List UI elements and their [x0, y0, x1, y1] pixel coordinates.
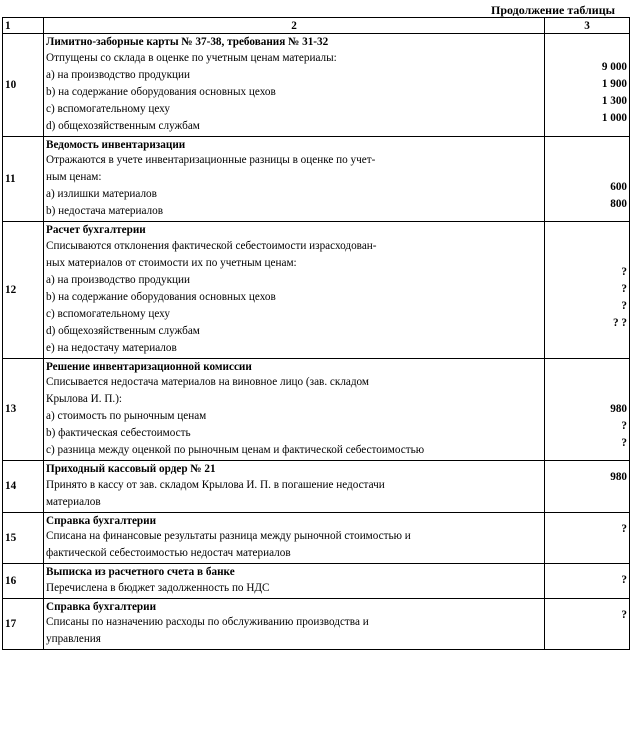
- amount-cell: [545, 136, 630, 222]
- amount-value: [547, 486, 627, 503]
- amount-value: [547, 42, 627, 59]
- operation-line: с) вспомогательному цеху: [46, 102, 170, 115]
- operation-line: b) недостача материалов: [46, 205, 164, 217]
- operation-line: а) на производство продукции: [46, 68, 190, 81]
- amount-value: ? ?: [613, 317, 627, 330]
- amount-cell: [545, 34, 630, 137]
- operation-line: е) на недостачу материалов: [46, 341, 177, 354]
- amount-value: [547, 384, 627, 401]
- amount-value: ?: [621, 419, 627, 432]
- operation-number: 16: [3, 564, 44, 599]
- amount-value: [547, 624, 627, 641]
- document-title: Справка бухгалтерии: [46, 514, 157, 527]
- operation-line: управления: [46, 633, 101, 645]
- document-title: Приходный кассовый ордер № 21: [46, 463, 216, 475]
- operation-number: 13: [3, 358, 44, 461]
- table-row: [3, 598, 630, 650]
- amount-value: [547, 332, 627, 349]
- table-header-row: [3, 18, 630, 34]
- operation-description: [44, 358, 545, 461]
- operation-line: а) на производство продукции: [46, 273, 190, 286]
- operation-line: ным ценам:: [46, 171, 102, 183]
- operation-number: 10: [3, 34, 44, 137]
- operation-line: с) вспомогательному цеху: [46, 307, 170, 320]
- operation-line: ных материалов от стоимости их по учетным ценам:: [46, 256, 297, 269]
- amount-value: [547, 162, 627, 179]
- operation-description: [44, 564, 545, 599]
- amount-value: ?: [621, 574, 627, 587]
- header-col-2: 2: [44, 18, 545, 34]
- header-col-3: 3: [545, 18, 630, 34]
- document-title: Ведомость инвентаризации: [46, 138, 186, 151]
- amount-cell: [545, 358, 630, 461]
- operation-line: b) на содержание оборудования основных цехов: [46, 85, 276, 98]
- amount-value: ?: [621, 436, 627, 449]
- operation-line: b) фактическая себестоимость: [46, 427, 191, 439]
- operation-description: [44, 461, 545, 513]
- operation-description: [44, 222, 545, 359]
- amount-cell: [545, 598, 630, 650]
- operation-description: [44, 34, 545, 137]
- operation-line: а) излишки материалов: [46, 188, 157, 200]
- amount-value: ?: [621, 608, 627, 621]
- amount-value: 9 000: [601, 61, 627, 74]
- document-title: Расчет бухгалтерии: [46, 224, 146, 236]
- table-row: [3, 461, 630, 513]
- operation-line: Перечислена в бюджет задолженность по НДС: [46, 581, 270, 594]
- operation-line: а) стоимость по рыночным ценам: [46, 410, 207, 422]
- amount-value: [547, 145, 627, 162]
- document-title: Справка бухгалтерии: [46, 600, 157, 613]
- amount-value: [547, 538, 627, 555]
- table-row: [3, 136, 630, 222]
- operation-number: 15: [3, 512, 44, 564]
- amount-value: 1 300: [601, 95, 627, 108]
- amount-value: 1 900: [601, 78, 627, 91]
- amount-value: 600: [610, 180, 627, 193]
- document-title: Лимитно-заборные карты № 37-38, требования № 31-32: [46, 36, 329, 48]
- operation-line: Списывается недостача материалов на виновное лицо (зав. складом: [46, 376, 370, 388]
- header-col-1: 1: [3, 18, 44, 34]
- operation-description: [44, 136, 545, 222]
- operation-description: [44, 512, 545, 564]
- table-row: [3, 564, 630, 599]
- amount-cell: [545, 512, 630, 564]
- amount-value: [547, 367, 627, 384]
- operation-line: Списываются отклонения фактической себестоимости израсходован-: [46, 239, 377, 252]
- operation-number: 12: [3, 222, 44, 359]
- operation-line: d) общехозяйственным службам: [46, 119, 200, 132]
- operation-line: Отпущены со склада в оценке по учетным ценам материалы:: [46, 51, 337, 64]
- amount-value: 980: [610, 402, 627, 415]
- amount-value: [547, 247, 627, 264]
- operation-line: Списаны по назначению расходы по обслуживанию производства и: [46, 616, 369, 628]
- operation-line: Списана на финансовые результаты разница между рыночной стоимостью и: [46, 530, 411, 542]
- ledger-table: [2, 17, 630, 650]
- amount-value: ?: [621, 522, 627, 535]
- amount-value: 980: [610, 471, 627, 484]
- operation-line: материалов: [46, 495, 101, 508]
- table-row: [3, 34, 630, 137]
- table-row: [3, 222, 630, 359]
- operation-number: 11: [3, 136, 44, 222]
- operation-line: b) на содержание оборудования основных цехов: [46, 290, 276, 303]
- operation-number: 17: [3, 598, 44, 650]
- amount-value: 800: [610, 197, 627, 210]
- document-title: Решение инвентаризационной комиссии: [46, 360, 252, 373]
- amount-cell: [545, 564, 630, 599]
- operation-line: d) общехозяйственным службам: [46, 324, 200, 337]
- table-continuation-caption: Продолжение таблицы: [465, 3, 615, 18]
- amount-value: ?: [621, 300, 627, 313]
- operation-line: фактической себестоимостью недостач материалов: [46, 547, 291, 559]
- amount-cell: [545, 461, 630, 513]
- amount-value: ?: [621, 283, 627, 296]
- amount-value: ?: [621, 266, 627, 279]
- operation-line: с) разница между оценкой по рыночным ценам и фактической себестоимостью: [46, 444, 425, 456]
- amount-value: [547, 230, 627, 247]
- operation-line: Принято в кассу от зав. складом Крылова И. П. в погашение недостачи: [46, 478, 385, 491]
- ledger-table-body: [3, 18, 630, 650]
- table-row: [3, 512, 630, 564]
- operation-description: [44, 598, 545, 650]
- operation-line: Крылова И. П.):: [46, 393, 123, 405]
- operation-number: 14: [3, 461, 44, 513]
- amount-cell: [545, 222, 630, 359]
- amount-value: 1 000: [601, 112, 627, 125]
- table-row: [3, 358, 630, 461]
- document-title: Выписка из расчетного счета в банке: [46, 566, 235, 578]
- operation-line: Отражаются в учете инвентаризационные разницы в оценке по учет-: [46, 154, 376, 166]
